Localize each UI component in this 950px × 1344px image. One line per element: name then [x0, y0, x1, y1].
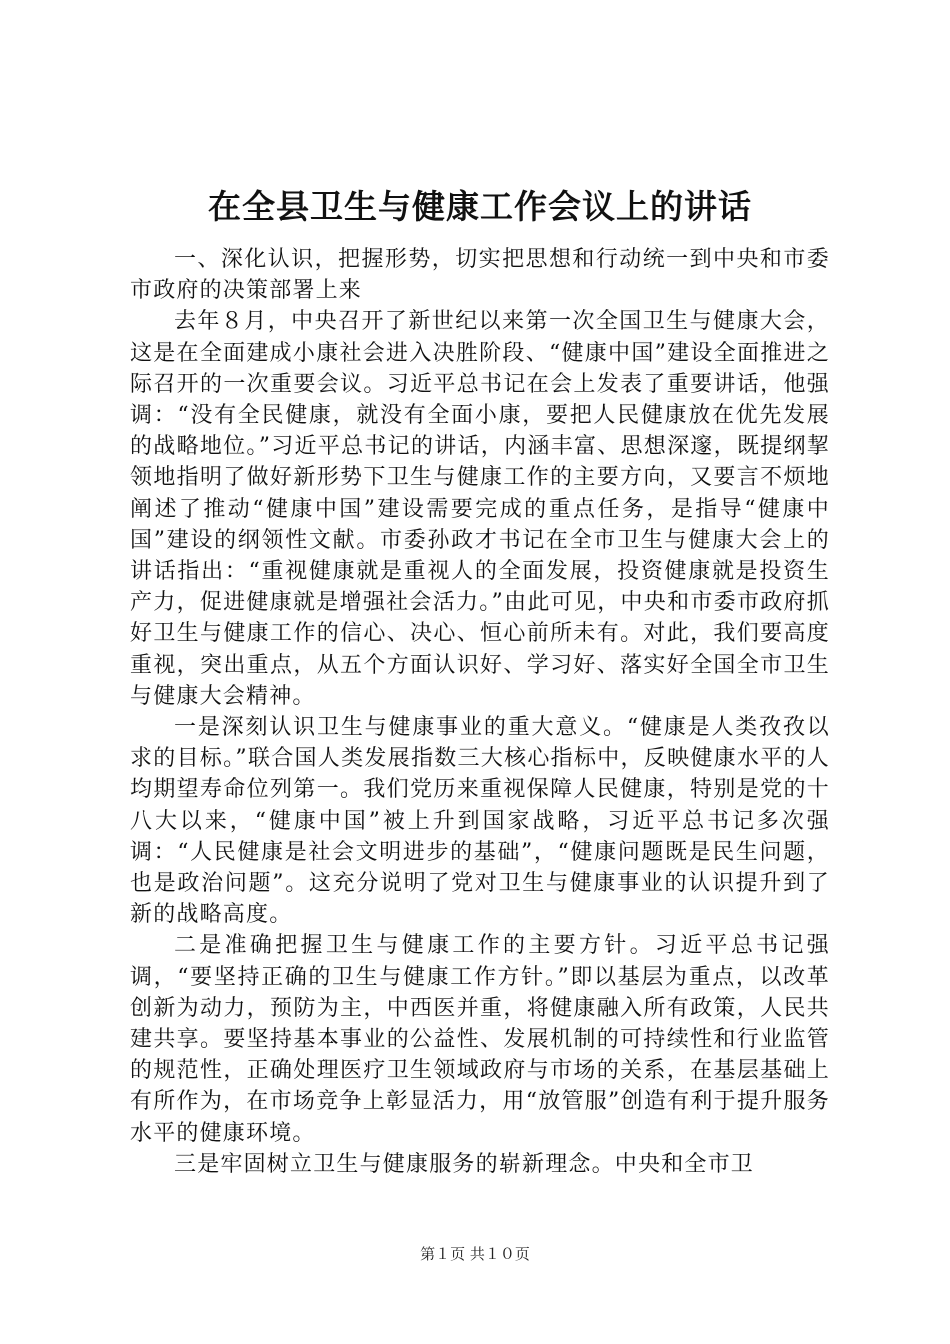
document-page: [130, 180, 830, 1180]
page-number-footer: 第１页 共１０页: [420, 1245, 530, 1263]
body-paragraph: 去年８月，中央召开了新世纪以来第一次全国卫生与健康大会，这是在全面建成小康社会进入决胜阶段、“健康中国”建设全面推进之际召开的一次重要会议。习近平总书记在会上发表了重要讲话，他强调：“没有全民健康，就没有全面小康，要把人民健康放在优先发展的战略地位。”习近平总书记的讲话，内涵丰富、思想深邃，既提纲挈领地指明了做好新形势下卫生与健康工作的主要方向，又要言不烦地阐述了推动“健康中国”建设需要完成的重点任务，是指导“健康中国”建设的纲领性文献。市委孙政才书记在全市卫生与健康大会上的讲话指出：“重视健康就是重视人的全面发展，投资健康就是投资生产力，促进健康就是增强社会活力。”由此可见，中央和市委市政府抓好卫生与健康工作的信心、决心、恒心前所未有。对此，我们要高度重视，突出重点，从五个方面认识好、学习好、落实好全国全市卫生与健康大会精神。: [130, 309, 830, 709]
body-paragraph: 二是准确把握卫生与健康工作的主要方针。习近平总书记强调，“要坚持正确的卫生与健康工作方针。”即以基层为重点，以改革创新为动力，预防为主，中西医并重，将健康融入所有政策，人民共建共享。要坚持基本事业的公益性、发展机制的可持续性和行业监管的规范性，正确处理医疗卫生领域政府与市场的关系，在基层基础上有所作为，在市场竞争上彰显活力，用“放管服”创造有利于提升服务水平的健康环境。: [130, 933, 830, 1146]
body-paragraph: 一是深刻认识卫生与健康事业的重大意义。“健康是人类孜孜以求的目标。”联合国人类发展指数三大核心指标中，反映健康水平的人均期望寿命位列第一。我们党历来重视保障人民健康，特别是党的十八大以来，“健康中国”被上升到国家战略，习近平总书记多次强调：“人民健康是社会文明进步的基础”，“健康问题既是民生问题，也是政治问题”。这充分说明了党对卫生与健康事业的认识提升到了新的战略高度。: [130, 715, 830, 928]
section-heading: 一、深化认识，把握形势，切实把思想和行动统一到中央和市委市政府的决策部署上来: [130, 247, 830, 304]
document-title: 在全县卫生与健康工作会议上的讲话: [208, 187, 752, 226]
body-paragraph: 三是牢固树立卫生与健康服务的崭新理念。中央和全市卫: [174, 1151, 755, 1177]
